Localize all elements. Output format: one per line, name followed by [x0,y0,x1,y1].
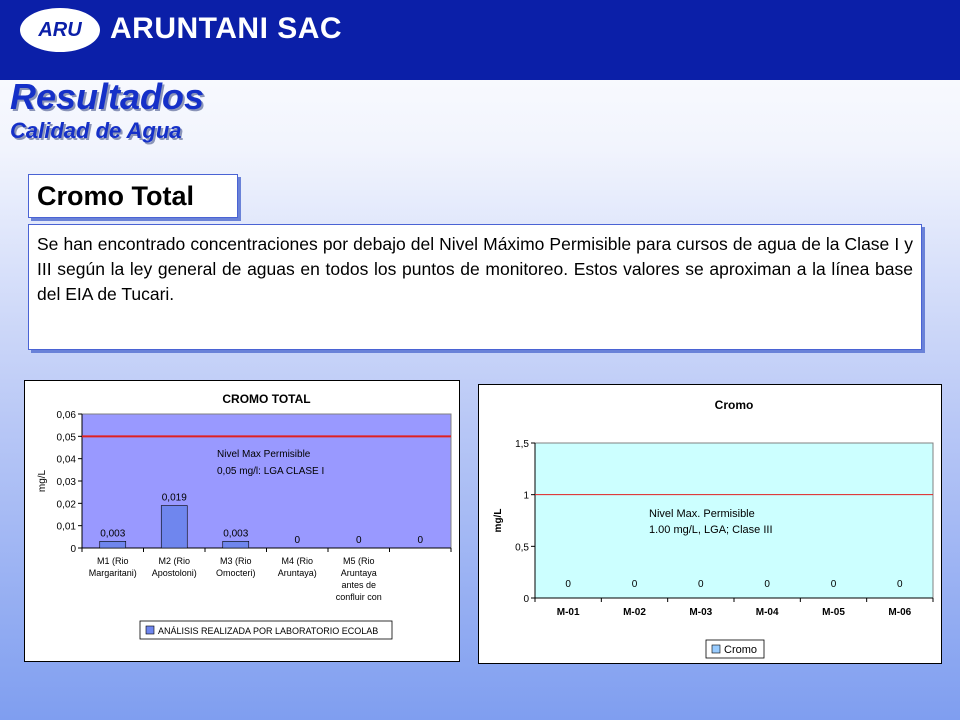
bar [223,541,249,548]
data-label: 0 [764,579,770,590]
data-label: 0 [631,579,638,590]
data-label: 0,003 [100,528,126,540]
x-tick-label: Omocteri) [215,568,256,578]
y-tick-label: 0,03 [56,477,76,488]
data-label: 0 [897,579,903,590]
limit-label: 1.00 mg/L, LGA; Clase III [649,524,773,536]
logo-text: ARU [38,18,82,41]
y-axis-label: mg/L [493,508,504,533]
limit-label: Nivel Max. Permisible [649,508,755,520]
limit-label: Nivel Max Permisible [217,449,311,460]
chart-cromo [478,384,942,664]
x-tick-label: M-06 [888,607,912,618]
data-label: 0 [355,535,362,546]
data-label: 0 [417,535,424,546]
chart-cromo-total-svg [25,381,459,661]
legend-swatch [712,645,720,653]
y-tick-label: 0,02 [56,499,76,511]
legend-swatch [146,626,154,634]
legend-label: Cromo [724,644,758,656]
description-text: Se han encontrado concentraciones por debajo del Nivel Máximo Permisible para cursos de agua de la Clase I y III según la ley general de aguas en todos los puntos de monitoreo. Estos valores se aproximan a la línea base del EIA de Tucari. [28,224,922,350]
data-label: 0 [294,535,301,546]
data-label: 0,019 [161,492,187,504]
legend-label: ANÁLISIS REALIZADA POR LABORATORIO ECOLAB [158,626,379,636]
plot-area [535,443,933,598]
x-tick-label: confluir con [335,592,382,602]
y-axis-label: mg/L [37,469,48,493]
x-tick-label: M1 (Rio [96,556,129,566]
x-tick-label: M2 (Rio [158,556,191,566]
chart-title: Cromo [714,398,754,412]
x-tick-label: M-02 [623,607,646,618]
limit-label: 0,05 mg/l: LGA CLASE I [217,466,325,477]
chart-cromo-svg [479,385,941,663]
x-tick-label: Aruntaya) [277,568,317,578]
x-tick-label: M-03 [689,607,713,618]
y-tick-label: 0 [523,594,529,605]
x-tick-label: M3 (Rio [219,556,252,566]
company-name: ARUNTANI SAC [110,12,343,45]
header-bar [0,0,960,80]
y-tick-label: 1 [523,490,529,502]
page-subtitle: Calidad de Agua [10,118,182,143]
data-label: 0 [565,579,571,590]
x-tick-label: M-04 [755,607,779,618]
x-tick-label: M4 (Rio [281,556,314,566]
y-tick-label: 0,01 [56,521,76,533]
company-logo [20,8,100,52]
x-tick-label: Margaritani) [88,568,137,578]
data-label: 0 [830,579,837,590]
x-tick-label: M-05 [822,607,845,618]
bar [161,506,187,548]
x-tick-label: Aruntaya [340,568,377,578]
y-tick-label: 0,05 [56,432,76,444]
x-tick-label: M-01 [556,607,580,618]
y-tick-label: 0,04 [56,454,76,466]
data-label: 0,003 [223,528,249,540]
y-tick-label: 0,5 [515,542,529,554]
chart-cromo-total [24,380,460,662]
x-tick-label: antes de [341,580,377,590]
section-title: Cromo Total [28,174,238,218]
plot-area [82,414,451,548]
x-tick-label: Apostoloni) [151,568,197,578]
chart-title: CROMO TOTAL [222,392,311,406]
x-tick-label: M5 (Rio [342,556,375,566]
y-tick-label: 1,5 [515,439,529,450]
data-label: 0 [698,579,704,590]
bar [100,541,126,548]
page-title: Resultados [10,76,205,117]
y-tick-label: 0,06 [56,410,76,421]
y-tick-label: 0 [70,544,76,555]
